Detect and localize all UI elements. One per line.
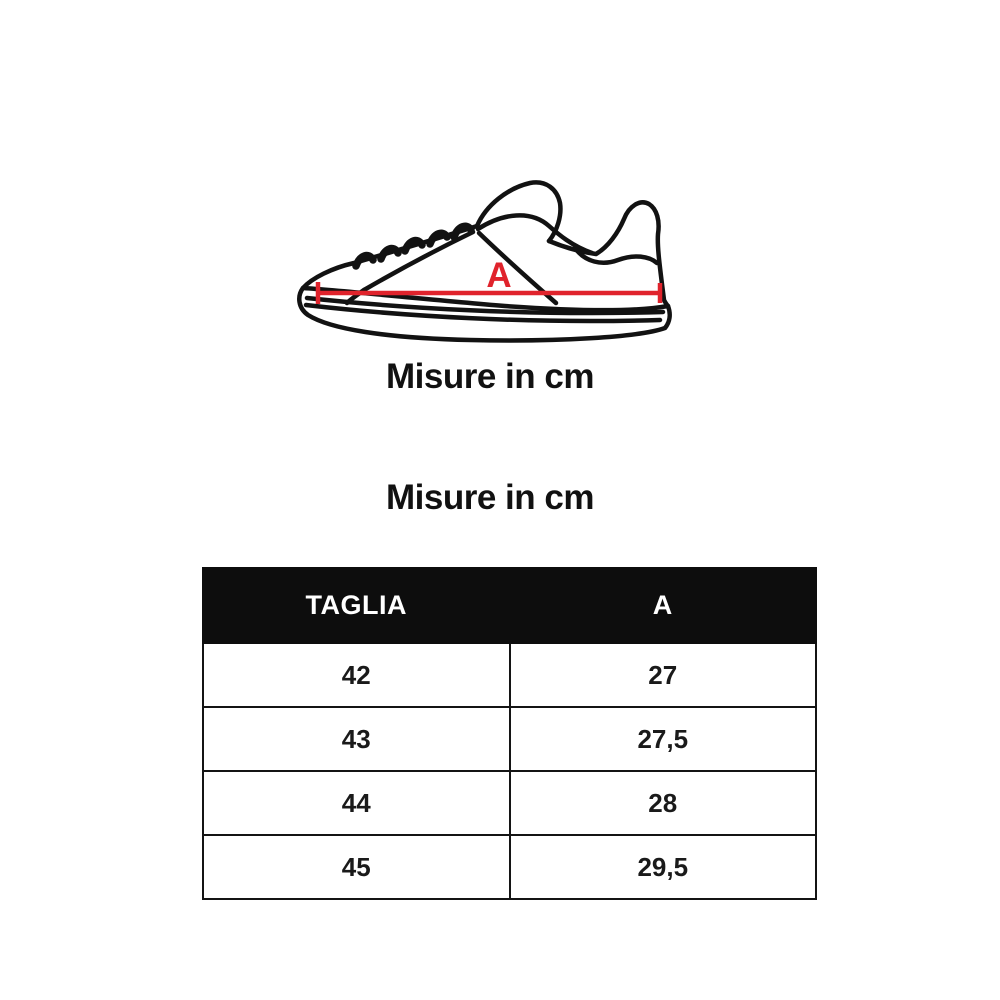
sneaker-svg [292,158,688,354]
cell-a: 29,5 [510,835,817,899]
size-table [202,567,817,900]
cell-a: 28 [510,771,817,835]
cell-taglia: 42 [203,643,510,707]
size-table-title: Misure in cm [386,478,594,517]
cell-a: 27,5 [510,707,817,771]
shoe-collar-heel-tab [549,202,668,306]
table-row [203,835,816,899]
measurement-label: A [486,256,512,295]
table-row [203,643,816,707]
shoe-tongue [477,182,560,241]
table-row [203,771,816,835]
shoe-caption: Misure in cm [386,357,594,396]
sneaker-illustration [292,158,688,354]
cell-taglia: 43 [203,707,510,771]
cell-taglia: 45 [203,835,510,899]
header-a: A [510,568,817,643]
table-row [203,707,816,771]
size-table-header-row [203,568,816,643]
cell-a: 27 [510,643,817,707]
header-taglia: TAGLIA [203,568,510,643]
cell-taglia: 44 [203,771,510,835]
